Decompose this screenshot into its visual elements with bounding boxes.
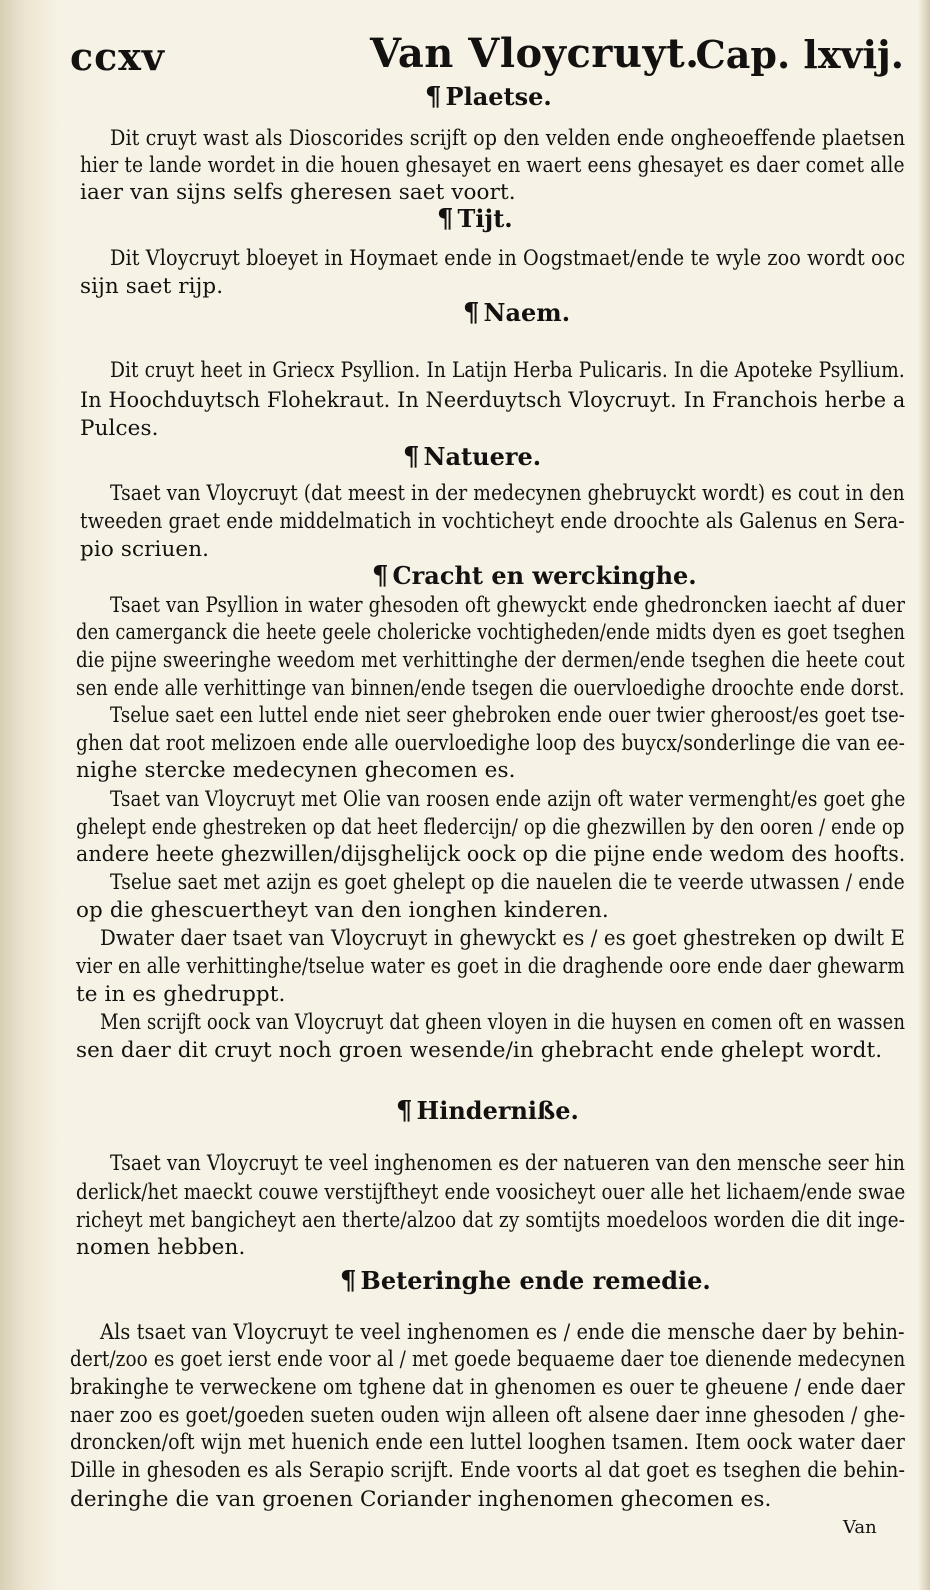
section-heading-natuere (403, 442, 541, 472)
text-line: Dit cruyt heet in Griecx Psyllion. In Latijn Herba Pulicaris. In die Apoteke Psyllium. (110, 358, 905, 383)
text-line: Pulces. (80, 416, 159, 441)
chapter-number: Cap. lxvij. (695, 32, 904, 77)
section-heading-naem (463, 298, 570, 328)
section-heading-plaetse (425, 82, 552, 112)
text-line: In Hoochduytsch Flohekraut. In Neerduytsch Vloycruyt. In Franchois herbe a (80, 388, 906, 413)
text-line: Tsaet van Vloycruyt met Olie van roosen ende azijn oft water vermenght/es goet ghe (110, 787, 906, 812)
text-line: den camerganck die heete geele cholericke vochtigheden/ende midts dyen es goet tseghen (76, 620, 906, 645)
text-line: richeyt met bangicheyt aen therte/alzoo dat zy somtijts moedeloos worden die dit inge- (76, 1208, 906, 1233)
text-line: brakinghe te verweckene om tghene dat in ghenomen es ouer te gheuene / ende daer (70, 1375, 905, 1400)
section-heading-tijt (437, 204, 513, 234)
folio-number: ccxv (70, 34, 166, 79)
text-line: te in es ghedruppt. (76, 982, 286, 1007)
text-line: iaer van sijns selfs gheresen saet voort. (80, 180, 516, 205)
text-line: hier te lande wordet in die houen ghesayet en waert eens ghesayet es daer comet alle (80, 153, 905, 178)
text-line: Dille in ghesoden es als Serapio scrijft. Ende voorts al dat goet es tseghen die behin- (70, 1458, 906, 1483)
text-line: Tsaet van Vloycruyt te veel inghenomen es der natueren van den mensche seer hin (110, 1151, 906, 1176)
heading-text: Beteringhe ende remedie. (360, 1266, 711, 1295)
pilcrow-icon: ¶ (425, 82, 442, 112)
pilcrow-icon: ¶ (437, 204, 454, 234)
text-line: op die ghescuertheyt van den ionghen kinderen. (76, 898, 609, 923)
running-header (70, 30, 904, 82)
text-line: vier en alle verhittinghe/tselue water es goet in die draghende oore ende daer ghewarm (76, 954, 905, 979)
text-line: derlick/het maeckt couwe verstijftheyt ende voosicheyt ouer alle het lichaem/ende swae (76, 1180, 906, 1205)
text-line: nighe stercke medecynen ghecomen es. (76, 758, 516, 783)
text-line: Tselue saet een luttel ende niet seer ghebroken ende ouer twier gheroost/es goet tse- (110, 703, 905, 728)
pilcrow-icon: ¶ (372, 561, 389, 591)
text-line: Dit Vloycruyt bloeyet in Hoymaet ende in Oogstmaet/ende te wyle zoo wordt ooc (110, 246, 906, 271)
heading-text: Natuere. (423, 442, 542, 471)
text-line: Tselue saet met azijn es goet ghelept op die nauelen die te veerde utwassen / ende (110, 870, 905, 895)
text-line: ghelept ende ghestreken op dat heet fledercijn/ op die ghezwillen by den ooren / ende op (76, 815, 905, 840)
text-line: die pijne sweeringhe weedom met verhittinghe der dermen/ende tseghen die heete cout (76, 648, 905, 673)
heading-text: Cracht en werckinghe. (392, 561, 697, 590)
pilcrow-icon: ¶ (396, 1096, 413, 1126)
pilcrow-icon: ¶ (463, 298, 480, 328)
text-line: tweeden graet ende middelmatich in vochticheyt ende droochte als Galenus en Sera- (80, 509, 905, 534)
heading-text: Hinderniße. (416, 1096, 579, 1125)
text-line: andere heete ghezwillen/dijsghelijck oock op die pijne ende wedom des hoofts. (76, 842, 906, 867)
running-title: Van Vloycruyt. (370, 30, 700, 77)
text-line: naer zoo es goet/goeden sueten ouden wijn alleen oft alsene daer inne ghesoden / ghe- (70, 1403, 906, 1428)
text-line: Als tsaet van Vloycruyt te veel inghenomen es / ende die mensche daer by behin- (100, 1320, 905, 1345)
text-line: pio scriuen. (80, 537, 210, 562)
section-heading-beteringhe (340, 1266, 711, 1296)
text-line: sen ende alle verhittinge van binnen/ende tsegen die ouervloedighe droochte ende dorst. (76, 676, 905, 701)
text-line: Dit cruyt wast als Dioscorides scrijft op den velden ende ongheoeffende plaetsen (110, 126, 906, 151)
text-line: Dwater daer tsaet van Vloycruyt in ghewyckt es / es goet ghestreken op dwilt E (100, 926, 906, 951)
text-line: sijn saet rijp. (80, 274, 224, 299)
text-line: dert/zoo es goet ierst ende voor al / met goede bequaeme daer toe dienende medecynen (70, 1347, 906, 1372)
pilcrow-icon: ¶ (340, 1266, 357, 1296)
section-heading-hindernisse (396, 1096, 579, 1126)
text-line: ghen dat root melizoen ende alle ouervloedighe loop des buycx/sonderlinge die van ee- (76, 731, 905, 756)
text-line: Tsaet van Vloycruyt (dat meest in der medecynen ghebruyckt wordt) es cout in den (110, 481, 905, 506)
heading-text: Tijt. (457, 204, 513, 233)
text-line: droncken/oft wijn met huenich ende een luttel looghen tsamen. Item oock water daer (70, 1430, 905, 1455)
text-line: Men scrijft oock van Vloycruyt dat gheen vloyen in die huysen en comen oft en wassen (100, 1010, 906, 1035)
section-heading-cracht (372, 561, 697, 591)
text-line: deringhe die van groenen Coriander inghenomen ghecomen es. (70, 1487, 772, 1512)
heading-text: Plaetse. (445, 82, 552, 111)
text-line: sen daer dit cruyt noch groen wesende/in ghebracht ende ghelept wordt. (76, 1038, 883, 1063)
pilcrow-icon: ¶ (403, 442, 420, 472)
heading-text: Naem. (483, 298, 571, 327)
text-line: nomen hebben. (76, 1235, 246, 1260)
catchword: Van (843, 1517, 877, 1538)
text-line: Tsaet van Psyllion in water ghesoden oft ghewyckt ende ghedroncken iaecht af duer (110, 593, 905, 618)
